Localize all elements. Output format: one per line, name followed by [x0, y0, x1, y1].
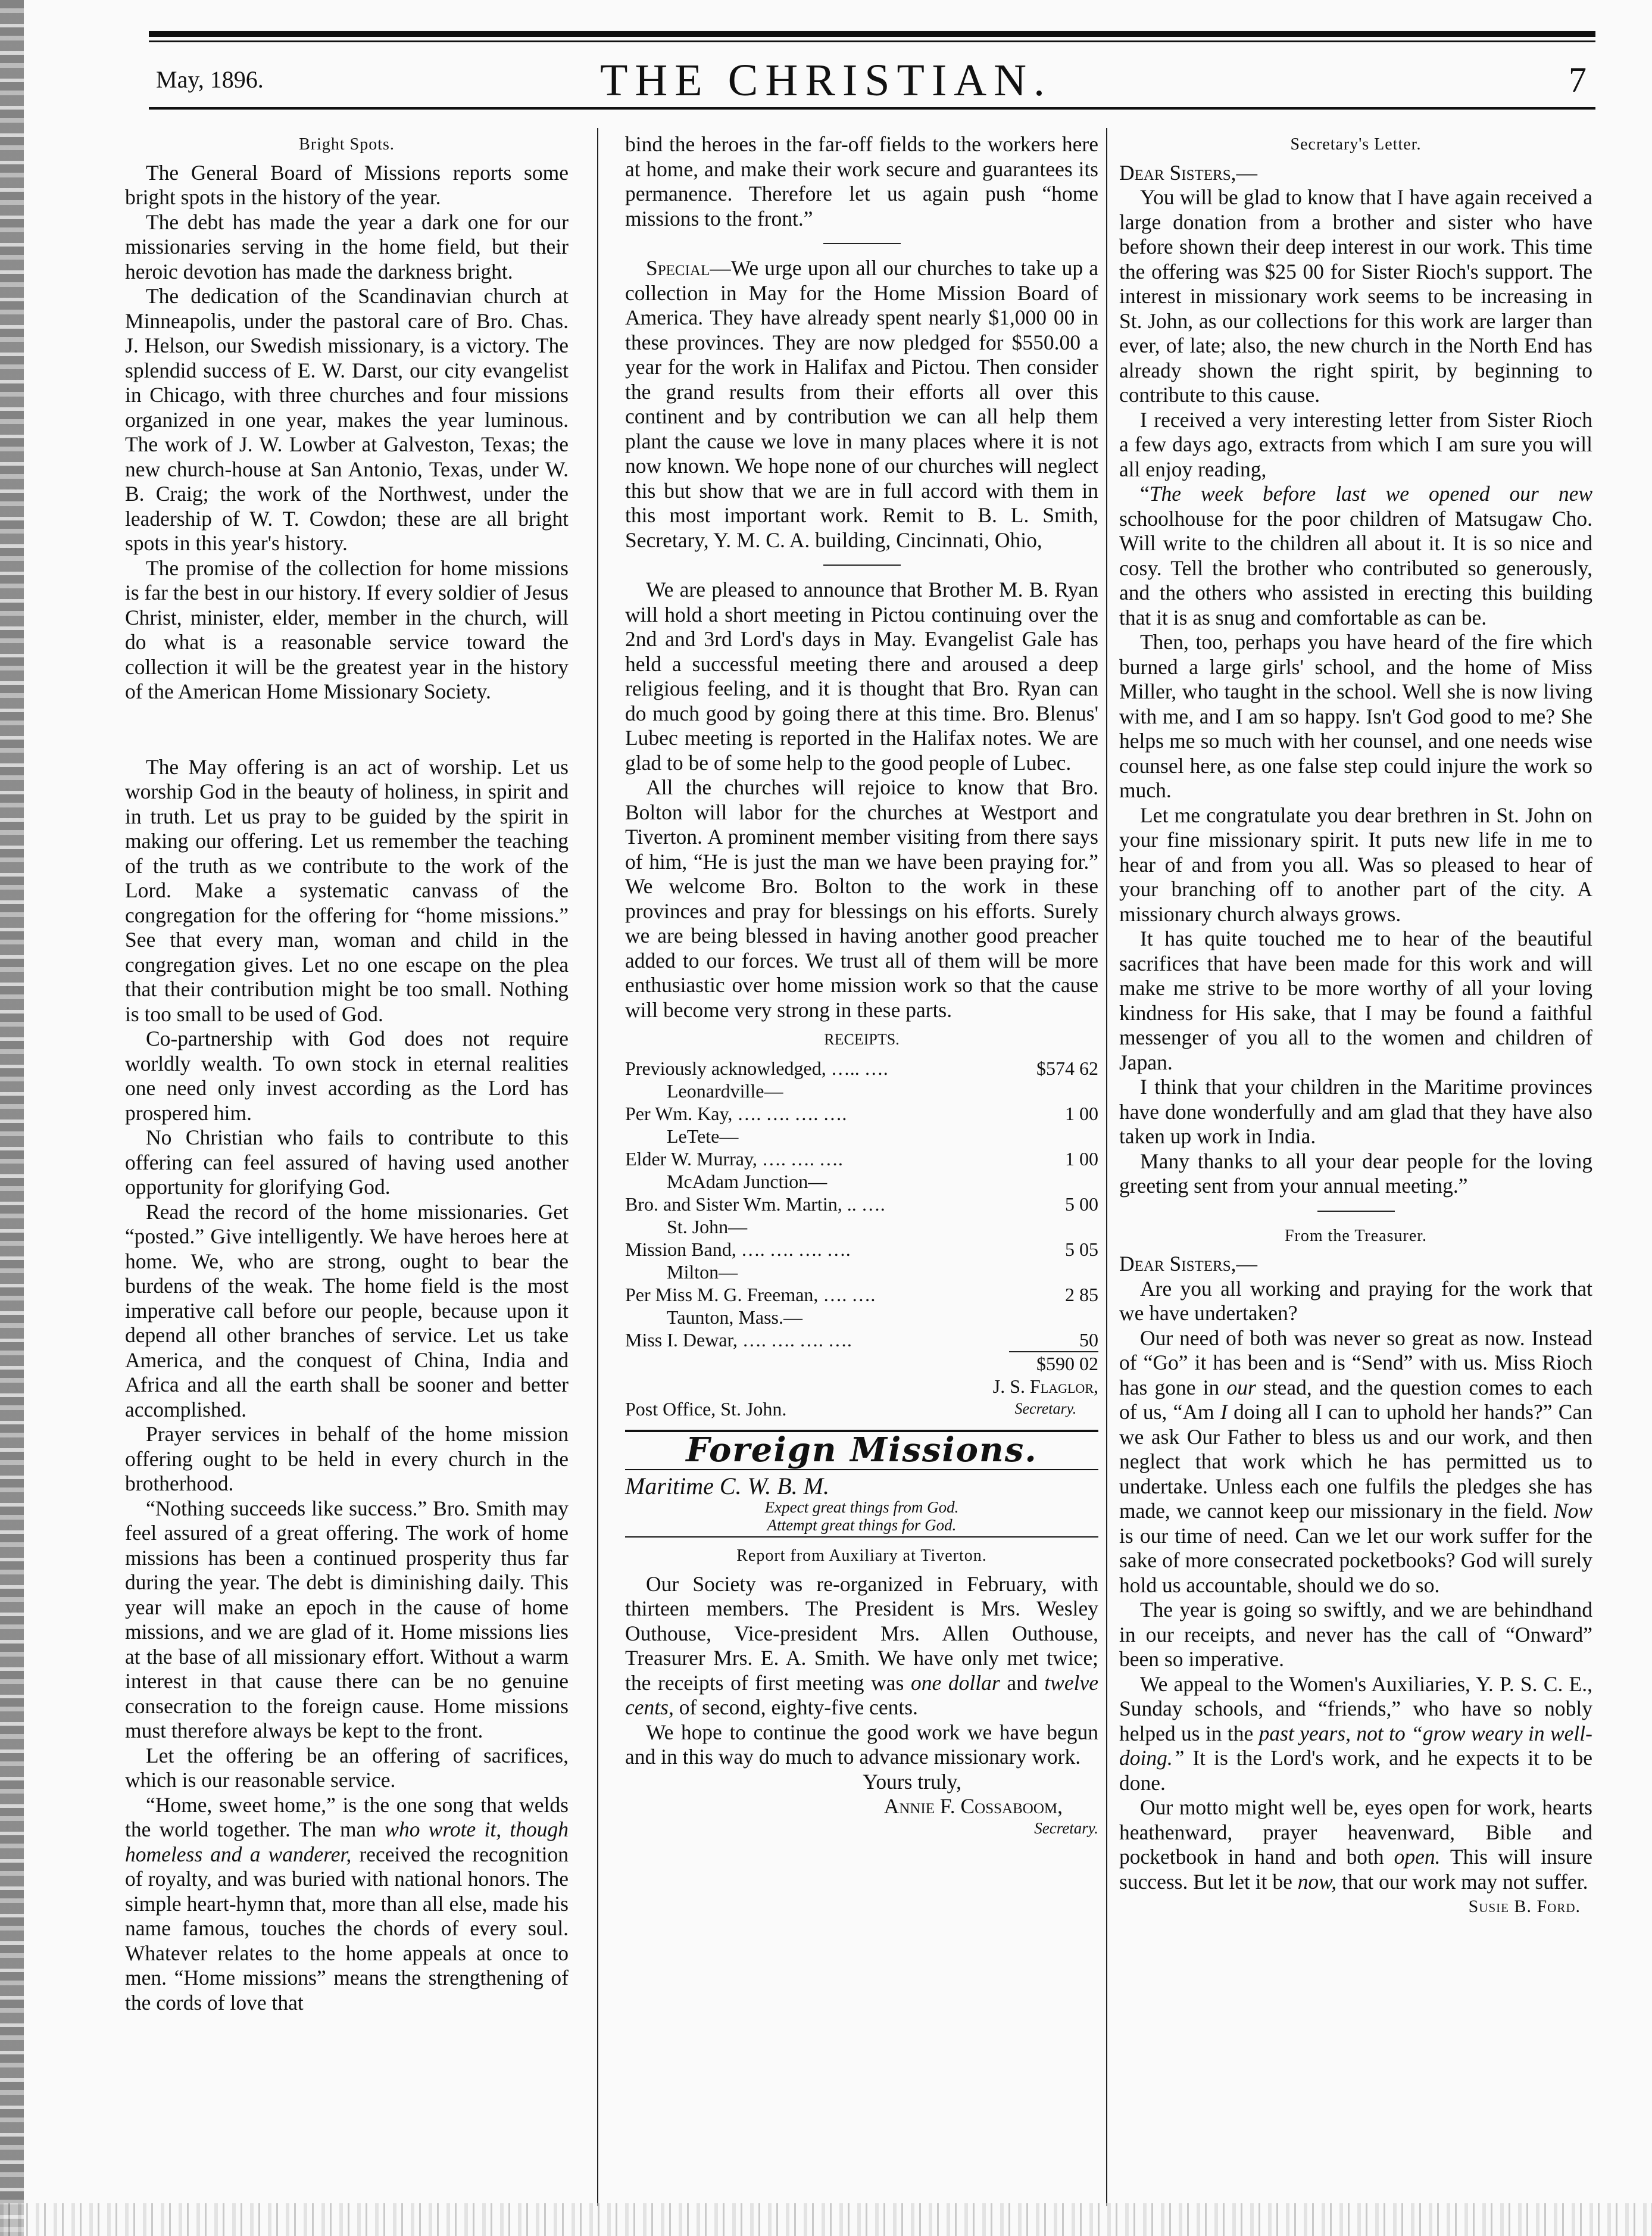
receipt-amount: 50: [1079, 1329, 1098, 1351]
paragraph: Let the offering be an offering of sacrifices, which is our reasonable service.: [125, 1743, 569, 1792]
text-run: doing all I can to uphold her hands?” Can we ask Our Father to bless us and our work, and then neglect that work which he has permitted us to undertake. Unless each one fulfils the pledges she has made, we cannot keep our missionary in the field.: [1119, 1400, 1592, 1523]
receipt-row: [625, 1147, 1098, 1170]
paragraph: Read the record of the home missionaries. Get “posted.” Give intelligently. We have heroes here at home. We, who are strong, ought to bear the burdens of the weak. The home field is the most imperative call before our people, because upon it depend all other branches of service. Let us take America, and the conquest of China, India and Africa and all the earth shall be sooner and better accomplished.: [125, 1199, 569, 1421]
italic-run: now,: [1297, 1869, 1337, 1894]
divider: [1317, 1211, 1395, 1212]
paragraph: All the churches will rejoice to know that Bro. Bolton will labor for the churches at Westport and Tiverton. A prominent member visiting from there says of him, “He is just the man we have been praying for.” We welcome Bro. Bolton to the work in these provinces and pray for blessings on his efforts. Surely we are being blessed in having another good preacher added to our forces. We trust all of them will be more enthusiastic over home mission work so that the cause will become very strong in these parts.: [625, 775, 1098, 1022]
divider: [823, 565, 901, 566]
text-run: is our time of need. Can we let our work suffer for the sake of more consecrated pocketbooks? God will surely hold us accountable, should we do so.: [1119, 1523, 1592, 1597]
paragraph: We hope to continue the good work we have begun and in this way do much to advance missionary work.: [625, 1720, 1098, 1769]
receipt-place: Leonardville—: [667, 1080, 783, 1102]
paragraph: Then, too, perhaps you have heard of the fire which burned a large girls' school, and the home of Miss Miller, who taught in the school. Well she is now living with me, and I am so happy. Isn't God good to me? She helps me so much with her counsel, and one needs wise counsel here, as one false step could injure the work so much.: [1119, 630, 1592, 802]
text-run: We appeal to the Women's Auxiliaries, Y. P. S. C. E., Sunday schools, and “friends,” who have so nobly helped us in the: [1119, 1671, 1592, 1745]
paragraph: [1119, 1326, 1592, 1598]
receipt-row: [625, 1283, 1098, 1306]
receipt-amount: $574 62: [1036, 1058, 1098, 1079]
spacer: [125, 704, 569, 755]
text-run: and: [1000, 1670, 1045, 1695]
italic-run: who wrote it, though homeless and a wanderer,: [125, 1817, 569, 1866]
text-run: “: [1140, 482, 1150, 506]
foreign-missions-banner: [625, 1430, 1098, 1538]
paragraph: Co-partnership with God does not require worldly wealth. To own stock in eternal realities one need only invest according as the Lord has prospered him.: [125, 1027, 569, 1125]
closing: Yours truly,: [863, 1769, 961, 1794]
header-rule-bottom: [149, 107, 1595, 110]
receipt-row: [625, 1102, 1098, 1125]
column-3: [1119, 132, 1592, 1919]
text-run: that our work may not suffer.: [1336, 1869, 1588, 1894]
text-run: This will insure success. But let it be: [1119, 1845, 1592, 1894]
header-rule-thin: [149, 40, 1595, 42]
paragraph: “Nothing succeeds like success.” Bro. Smith may feel assured of a great offering. The work of home missions has been a continued prosperity thus far during the year. The debt is diminishing daily. This year will make an epoch in the cause of home missions, and we are glad of it. Home missions lies at the base of all missionary effort. Without a warm interest in that cause there can be no genuine consecration to the foreign cause. Home missions must therefore always be kept to the front.: [125, 1496, 569, 1742]
paragraph: [125, 1793, 569, 2016]
paragraph: I received a very interesting letter from Sister Rioch a few days ago, extracts from which I am sure you will all enjoy reading,: [1119, 407, 1592, 481]
receipt-row: [625, 1193, 1098, 1215]
scan-edge: [0, 0, 24, 2236]
receipt-label: Bro. and Sister Wm. Martin, .. ….: [625, 1193, 885, 1215]
divider: [823, 243, 901, 244]
column-1: [125, 132, 569, 2015]
italic-run: The week before last we opened our new: [1149, 482, 1592, 506]
paragraph: I think that your children in the Maritime provinces have done wonderfully and am glad that they have also taken up work in India.: [1119, 1075, 1592, 1148]
receipt-amount: 1 00: [1065, 1148, 1098, 1170]
text-run: stead, and the question comes to each of us, “Am: [1119, 1375, 1592, 1424]
section-heading: Secretary's Letter.: [1290, 135, 1422, 154]
column-divider: [1106, 128, 1107, 2206]
paragraph: [1119, 482, 1592, 630]
italic-run: I: [1220, 1400, 1228, 1424]
section-heading: From the Treasurer.: [1284, 1226, 1428, 1245]
italic-run: past years, not to “grow weary in well-doing.”: [1119, 1721, 1592, 1770]
header-rule-thick: [149, 31, 1595, 37]
signer-name: Susie B. Ford.: [1468, 1897, 1581, 1916]
paragraph: The dedication of the Scandinavian church at Minneapolis, under the pastoral care of Bro. Chas. J. Helson, our Swedish missionary, is a victory. The splendid success of E. W. Darst, our city evangelist in Chicago, with three churches and four missions organized in one year, makes the year luminous. The work of J. W. Lowber at Galveston, Texas; the new church-house at San Antonio, Texas, under W. B. Craig; the work of the Northwest, under the leadership of W. T. Cowdon; these are all bright spots in this year's history.: [125, 284, 569, 555]
text-run: Our need of both was never so great as now. Instead of “Go” it has been and is “Send” with us. Miss Rioch has gone in: [1119, 1326, 1592, 1399]
receipt-place: Milton—: [667, 1261, 738, 1283]
receipts-table: [625, 1028, 1098, 1420]
special-label: Special: [646, 256, 710, 280]
paragraph: We are pleased to announce that Brother M. B. Ryan will hold a short meeting in Pictou continuing over the 2nd and 3rd Lord's days in May. Evangelist Gale has held a successful meeting there and aroused a deep religious feeling, and it is thought that Bro. Ryan can do much good by going there at this time. Bro. Blenus' Lubec meeting is reported in the Halifax notes. We are glad to be of some help to the good people of Lubec.: [625, 578, 1098, 775]
signer-name: J. S. Flaglor,: [992, 1376, 1098, 1397]
signer-block: [993, 1375, 1098, 1420]
paragraph: [625, 256, 1098, 553]
paragraph: Prayer services in behalf of the home mission offering ought to be held in every church in the brotherhood.: [125, 1422, 569, 1495]
paragraph: Are you all working and praying for the work that we have undertaken?: [1119, 1276, 1592, 1325]
maritime-title: Maritime C. W. B. M.: [625, 1472, 829, 1499]
paragraph: The promise of the collection for home missions is far the best in our history. If every soldier of Jesus Christ, minister, elder, member in the church, will do what is a reasonable service toward the collection it will be the greatest year in the history of the American Home Missionary Society.: [125, 556, 569, 703]
receipt-place: McAdam Junction—: [667, 1171, 827, 1192]
text-run: —We urge upon all our churches to take up a collection in May for the Home Mission Board of America. They have already spent nearly $1,000 00 in these provinces. They are now pledged for $550.00 a year for the work in Halifax and Pictou. Then consider the grand results from their efforts all over this continent and by contribution we can all help them plant the cause we love in many places where it is not now known. We hope none of our churches will neglect this but show that we are in full accord with them in this most important work. Remit to B. L. Smith, Secretary, Y. M. C. A. building, Cincinnati, Ohio,: [625, 256, 1098, 552]
paragraph: The debt has made the year a dark one for our missionaries serving in the home field, but their heroic devotion has made the darkness bright.: [125, 210, 569, 283]
text-run: It is the Lord's work, and he expects it to be done.: [1119, 1746, 1592, 1795]
issue-date: May, 1896.: [156, 66, 264, 93]
salutation: Dear Sisters,—: [1119, 160, 1257, 185]
receipts-signature: [625, 1375, 1098, 1420]
foreign-missions-title: Foreign Missions.: [686, 1430, 1038, 1470]
paragraph: The year is going so swiftly, and we are behindhand in our receipts, and never has the call of “Onward” been so imperative.: [1119, 1598, 1592, 1671]
column-divider: [597, 128, 598, 2206]
receipt-amount: 2 85: [1065, 1284, 1098, 1305]
masthead-title: THE CHRISTIAN.: [599, 55, 1053, 105]
motto-line: Attempt great things for God.: [767, 1516, 957, 1534]
receipt-row: [625, 1328, 1098, 1351]
receipt-label: Miss I. Dewar, …. …. …. ….: [625, 1329, 852, 1351]
receipt-label: Per Miss M. G. Freeman, …. ….: [625, 1284, 876, 1305]
signer-title: Secretary.: [1014, 1400, 1077, 1417]
paragraph: The May offering is an act of worship. Let us worship God in the beauty of holiness, in spirit and in truth. Let us pray to be guided by the spirit in making our offering. Let us remember the teaching of the truth as we contribute to the work of the Lord. Make a systematic canvass of the congregation for the offering for “home missions.” See that every man, woman and child in the congregation gives. Let no one escape on the plea that their contribution might be too small. Nothing is too small to be used of God.: [125, 754, 569, 1026]
motto-line: Expect great things from God.: [764, 1498, 959, 1516]
paragraph: [1119, 1795, 1592, 1894]
receipt-label: Previously acknowledged, ….. ….: [625, 1058, 888, 1079]
paragraph: [1119, 1672, 1592, 1796]
paragraph: It has quite touched me to hear of the beautiful sacrifices that have been made for this work and will make me strive to be more worthy of all your loving kindness for His sake, that I may be found a faithful messenger of you all to the women and children of Japan.: [1119, 927, 1592, 1074]
receipt-amount: 5 05: [1065, 1239, 1098, 1260]
paragraph: You will be glad to know that I have again received a large donation from a brother and sister who have before shown their deep interest in our work. This time the offering was $25 00 for Sister Rioch's support. The interest in missionary work seems to be increasing in St. John, as our collections for this work are larger than ever, of late; also, the new church in the North End has already shown the right spirit, by beginning to contribute to this cause.: [1119, 185, 1592, 407]
receipt-place: LeTete—: [667, 1125, 739, 1147]
text-run: of second, eighty-five cents.: [673, 1695, 918, 1719]
section-heading: Bright Spots.: [299, 135, 395, 154]
paragraph: [625, 1572, 1098, 1720]
page-number: 7: [1569, 60, 1587, 99]
italic-run: twelve cents,: [625, 1670, 1098, 1719]
receipt-label: Mission Band, …. …. …. ….: [625, 1239, 851, 1260]
receipt-row: [625, 1238, 1098, 1261]
italic-run: our: [1226, 1375, 1256, 1399]
salutation: Dear Sisters,—: [1119, 1252, 1257, 1276]
receipt-place: St. John—: [667, 1216, 748, 1237]
text-run: “Home, sweet home,” is the one song that welds the world together. The man: [125, 1792, 569, 1841]
text-run: Our Society was re-organized in February, with thirteen members. The President is Mrs. Wesley Outhouse, Vice-president Mrs. Allen Outhouse, Treasurer Mrs. E. A. Smith. We have only met twice; the receipts of first meeting was: [625, 1571, 1098, 1695]
italic-run: open.: [1394, 1845, 1441, 1869]
scan-noise: [0, 2203, 1652, 2236]
receipt-label: Elder W. Murray, …. …. ….: [625, 1148, 843, 1170]
section-heading: Report from Auxiliary at Tiverton.: [736, 1546, 987, 1565]
paragraph: No Christian who fails to contribute to this offering can feel assured of having used another opportunity for glorifying God.: [125, 1125, 569, 1199]
signer-title: Secretary.: [1034, 1819, 1098, 1837]
receipts-total: $590 02: [1009, 1351, 1098, 1375]
italic-run: Now: [1553, 1499, 1592, 1523]
text-run: Our motto might well be, eyes open for work, hearts heathenward, prayer heavenward, Bible and pocketbook in hand and both: [1119, 1795, 1592, 1869]
maritime-block: [625, 1469, 1098, 1535]
paragraph: bind the heroes in the far-off fields to the workers here at home, and make their work secure and guarantees its permanence. Therefore let us again push “home missions to the front.”: [625, 132, 1098, 230]
signer-name: Annie F. Cossaboom,: [883, 1794, 1063, 1818]
text-run: received the recognition of royalty, and was buried with national honors. The simple heart-hymn that, more than all else, made his name famous, touches the chords of every soul. Whatever relates to the home appeals at once to men. “Home missions” means the strengthening of the cords of love that: [125, 1842, 569, 2014]
post-office: Post Office, St. John.: [625, 1398, 787, 1420]
paragraph: Let me congratulate you dear brethren in St. John on your fine missionary spirit. It puts new life in me to hear of and from you all. Was so pleased to hear of your branching off to another part of the city. A missionary church always grows.: [1119, 803, 1592, 926]
column-2: [625, 132, 1098, 1837]
italic-run: one dollar: [911, 1670, 1000, 1695]
receipt-amount: 1 00: [1065, 1103, 1098, 1124]
receipt-row: [625, 1057, 1098, 1080]
receipts-title: RECEIPTS.: [824, 1031, 900, 1048]
receipt-amount: 5 00: [1065, 1193, 1098, 1215]
receipt-place: Taunton, Mass.—: [667, 1306, 802, 1328]
paragraph: Many thanks to all your dear people for the loving greeting sent from your annual meeting.”: [1119, 1149, 1592, 1197]
text-run: schoolhouse for the poor children of Matsugaw Cho. Will write to the children all about it. It is so nice and cosy. Tell the brother who contributed so generously, and the others who assisted in erecting this building that it is as snug and comfortable as can be.: [1119, 506, 1592, 629]
receipt-label: Per Wm. Kay, …. …. …. ….: [625, 1103, 847, 1124]
paragraph: The General Board of Missions reports some bright spots in the history of the year.: [125, 160, 569, 209]
